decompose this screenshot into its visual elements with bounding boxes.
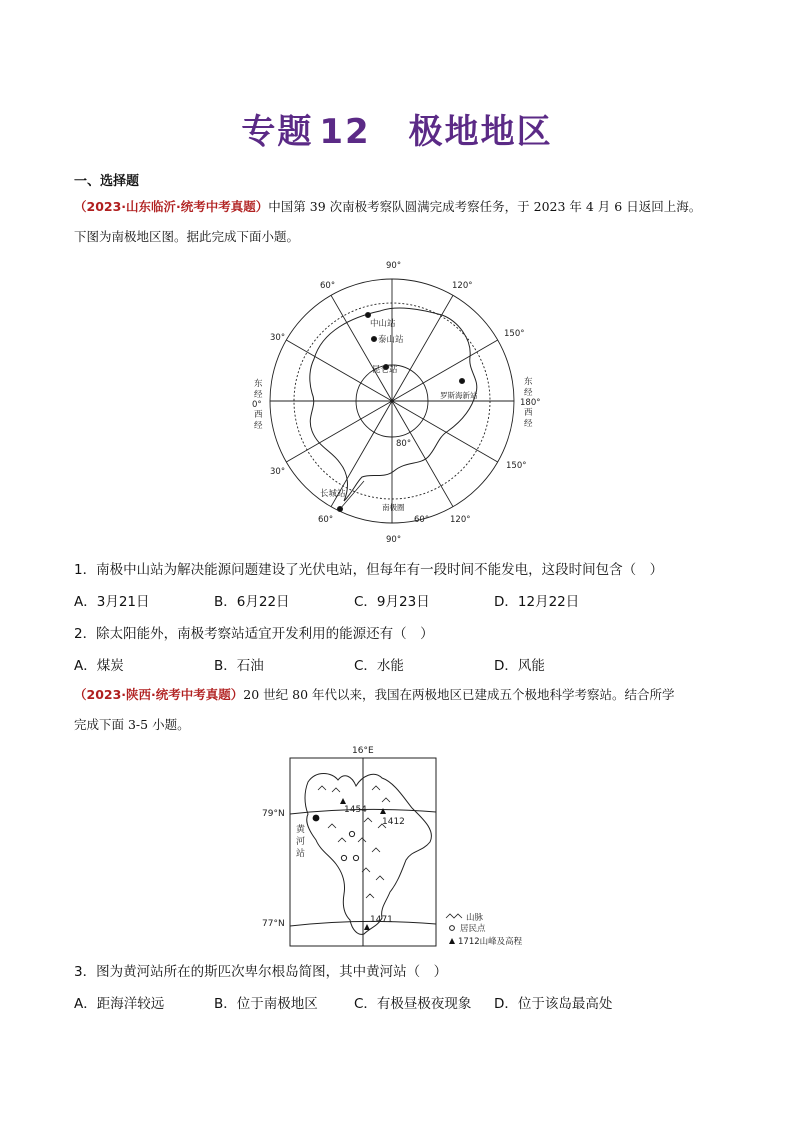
taishan-dot — [371, 336, 376, 341]
page-title — [0, 104, 794, 153]
changcheng-label: 长城站 — [320, 489, 346, 499]
passage-2 — [74, 680, 734, 740]
zhongshan-dot — [365, 312, 370, 317]
jing-left-2: 经 — [254, 421, 263, 431]
q1-option-c[interactable]: C．9月23日 — [354, 594, 430, 610]
huanghe-station-dot — [313, 815, 320, 822]
lon-60-bottom-inner: 60° — [414, 515, 430, 525]
kunlun-label: 昆仑站 — [372, 365, 398, 375]
peak-1412-label: 1412 — [382, 817, 405, 827]
q1-option-d[interactable]: D．12月22日 — [494, 594, 580, 610]
svalbard-map — [252, 742, 542, 952]
circle-label: 南极圈 — [382, 503, 405, 512]
station-char-3: 站 — [296, 849, 306, 859]
west-right: 西 — [524, 408, 533, 418]
passage-1 — [74, 192, 734, 252]
changcheng-dot — [337, 506, 342, 511]
lon-bottom: 90° — [386, 535, 402, 545]
q1-option-a[interactable]: A．3月21日 — [74, 594, 150, 610]
q2-option-c[interactable]: C．水能 — [354, 658, 404, 674]
title-prefix: 专题 — [241, 112, 314, 152]
q3-option-b[interactable]: B．位于南极地区 — [214, 996, 318, 1012]
station-char-2: 河 — [296, 837, 306, 847]
q2-option-d[interactable]: D．风能 — [494, 658, 545, 674]
legend-settlement-icon — [450, 926, 455, 931]
lon-60-top: 60° — [320, 281, 336, 291]
rosssea-dot — [459, 378, 464, 383]
zero-deg: 0° — [252, 400, 262, 410]
passage-1-text2: 下图为南极地区图。据此完成下面小题。 — [74, 229, 300, 244]
west-left: 西 — [254, 410, 263, 420]
question-2-stem: 2．除太阳能外，南极考察站适宜开发利用的能源还有（ ） — [74, 626, 434, 642]
passage-2-text: 20 世纪 80 年代以来，我国在两极地区已建成五个极地科学考察站。结合所学 — [243, 687, 675, 702]
q2-option-a[interactable]: A．煤炭 — [74, 658, 124, 674]
rosssea-label: 罗斯海新站 — [440, 391, 478, 400]
deg-180: 180° — [520, 398, 541, 408]
question-2-options — [74, 654, 714, 674]
lon-120-top: 120° — [452, 281, 473, 291]
q3-option-d[interactable]: D．位于该岛最高处 — [494, 996, 613, 1012]
lon-150-right: 150° — [504, 329, 525, 339]
antarctica-map — [236, 256, 556, 546]
q3-option-c[interactable]: C．有极昼极夜现象 — [354, 996, 472, 1012]
question-3-options — [74, 992, 714, 1012]
east-right: 东 — [524, 377, 533, 387]
legend-mountain-icon — [446, 914, 462, 918]
section-heading: 一、选择题 — [74, 174, 140, 189]
question-1-options — [74, 590, 714, 610]
lat-79n: 79°N — [262, 809, 285, 819]
lon-120-bottom-right: 120° — [450, 515, 471, 525]
passage-1-source: （2023·山东临沂·统考中考真题） — [74, 199, 269, 214]
peak-1412-icon — [380, 808, 386, 814]
legend-peak: 1712山峰及高程 — [458, 937, 523, 947]
east-left: 东 — [254, 379, 263, 389]
lon-30-bottom-left: 30° — [270, 467, 286, 477]
legend-peak-icon — [449, 938, 455, 944]
q1-option-b[interactable]: B．6月22日 — [214, 594, 290, 610]
title-number: 12 — [319, 112, 371, 152]
lon-150-bottom-right: 150° — [506, 461, 527, 471]
lon-16e: 16°E — [352, 746, 374, 756]
question-3-stem: 3．图为黄河站所在的斯匹次卑尔根岛简图，其中黄河站（ ） — [74, 964, 448, 980]
peak-1454-icon — [340, 798, 346, 804]
jing-right: 经 — [524, 388, 533, 398]
q2-option-b[interactable]: B．石油 — [214, 658, 264, 674]
legend-mountain: 山脉 — [466, 913, 484, 923]
passage-2-text2: 完成下面 3-5 小题。 — [74, 717, 190, 732]
passage-1-text: 中国第 39 次南极考察队圆满完成考察任务，于 2023 年 4 月 6 日返回上海。 — [268, 199, 702, 214]
passage-2-source: （2023·陕西·统考中考真题） — [74, 687, 244, 702]
jing-right-2: 经 — [524, 419, 533, 429]
lat-77n: 77°N — [262, 919, 285, 929]
taishan-label: 泰山站 — [378, 335, 404, 345]
lat-80: 80° — [396, 439, 412, 449]
title-main: 极地地区 — [408, 112, 553, 152]
zhongshan-label: 中山站 — [370, 319, 396, 329]
legend-settlement: 居民点 — [460, 924, 486, 934]
question-1-stem: 1．南极中山站为解决能源问题建设了光伏电站，但每年有一段时间不能发电，这段时间包含（ ） — [74, 562, 664, 578]
station-char-1: 黄 — [296, 825, 306, 835]
lon-30-left: 30° — [270, 333, 286, 343]
lon-top: 90° — [386, 261, 402, 271]
peak-1454-label: 1454 — [344, 805, 367, 815]
lon-60-bottom-left: 60° — [318, 515, 334, 525]
jing-left: 经 — [254, 390, 263, 400]
peak-1471-label: 1471 — [370, 915, 393, 925]
q3-option-a[interactable]: A．距海洋较远 — [74, 996, 165, 1012]
